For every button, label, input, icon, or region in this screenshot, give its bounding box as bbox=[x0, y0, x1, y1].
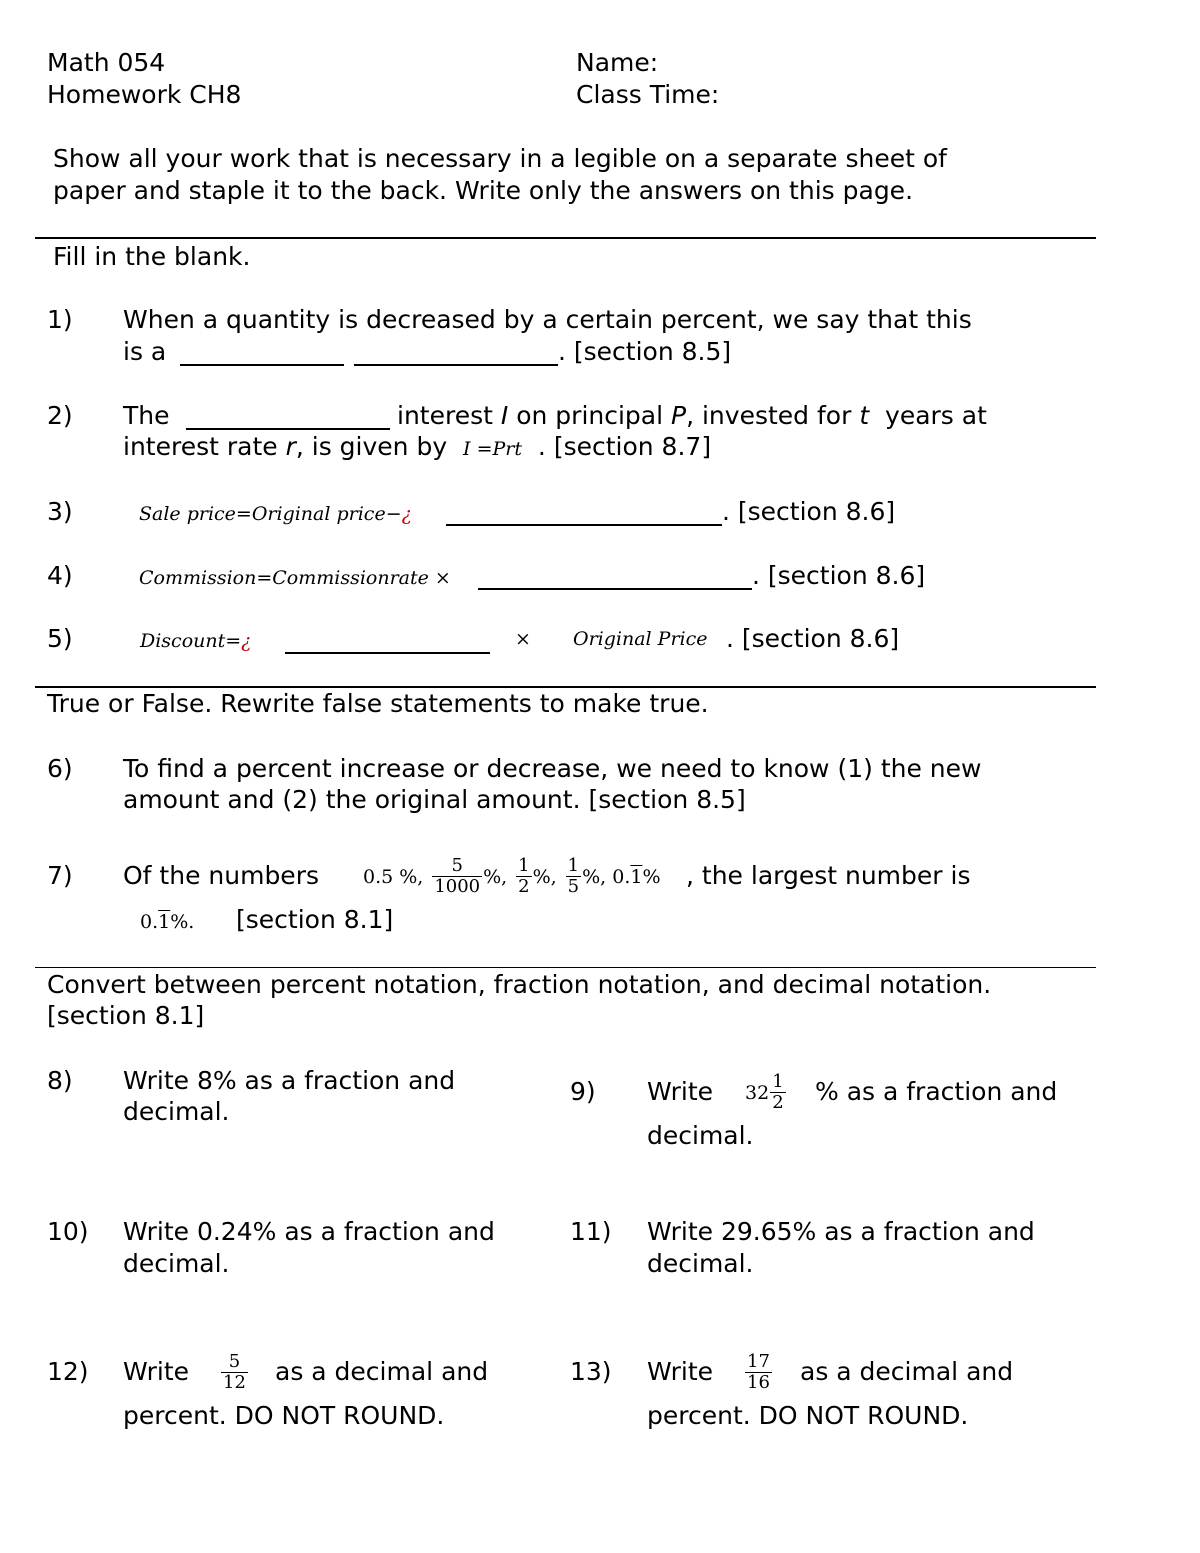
fraction bbox=[516, 856, 531, 897]
question-text: When a quantity is decreased by a certain percent, we say that this bbox=[123, 305, 972, 334]
math-token: %. bbox=[170, 911, 195, 933]
math-token: %, 0. bbox=[582, 866, 631, 888]
formula-discount: Discount= bbox=[140, 630, 242, 652]
question-text: To find a percent increase or decrease, we need to know (1) the new bbox=[123, 754, 982, 783]
question-number: 5) bbox=[47, 624, 73, 653]
answer-blank[interactable] bbox=[186, 428, 390, 430]
placeholder-glyph: ¿ bbox=[401, 503, 412, 525]
question-number: 11) bbox=[570, 1217, 612, 1246]
question-text: as a decimal and bbox=[275, 1357, 489, 1386]
question-text: as a decimal and bbox=[800, 1357, 1014, 1386]
question-text: decimal. bbox=[647, 1249, 754, 1278]
numerator: 5 bbox=[221, 1352, 248, 1373]
numerator: 1 bbox=[772, 1070, 784, 1092]
question-number: 1) bbox=[47, 305, 73, 334]
question-text: decimal. bbox=[647, 1121, 754, 1150]
question-text: Write 8% as a fraction and bbox=[123, 1066, 456, 1095]
fraction bbox=[745, 1352, 772, 1393]
denominator: 2 bbox=[518, 875, 530, 897]
denominator: 12 bbox=[223, 1371, 246, 1393]
instructions-line-2: paper and staple it to the back. Write only the answers on this page. bbox=[53, 176, 914, 205]
times-sign: × bbox=[515, 628, 531, 650]
question-text bbox=[123, 431, 711, 465]
divider bbox=[35, 237, 1096, 239]
math-token: %, bbox=[483, 866, 508, 888]
denominator: 16 bbox=[747, 1371, 770, 1393]
denominator: 1000 bbox=[434, 875, 481, 897]
answer-blank[interactable] bbox=[285, 652, 490, 654]
formula-original-price: Original Price bbox=[573, 628, 708, 650]
question-text: percent. DO NOT ROUND. bbox=[123, 1401, 445, 1430]
section-heading-fill: Fill in the blank. bbox=[53, 242, 251, 271]
question-number: 10) bbox=[47, 1217, 89, 1246]
question-number: 6) bbox=[47, 754, 73, 783]
question-text: Write 0.24% as a fraction and bbox=[123, 1217, 495, 1246]
question-word: , invested for bbox=[686, 401, 852, 430]
class-time-label: Class Time: bbox=[576, 80, 720, 109]
formula bbox=[139, 560, 451, 594]
question-text: Write 29.65% as a fraction and bbox=[647, 1217, 1035, 1246]
whole-part: 32 bbox=[745, 1082, 770, 1104]
variable-r: r bbox=[285, 432, 296, 461]
numerator: 1 bbox=[518, 854, 530, 876]
question-text: . [section 8.6] bbox=[722, 497, 896, 526]
fraction-wrap bbox=[744, 1346, 773, 1396]
question-word: on principal bbox=[516, 401, 664, 430]
question-text: decimal. bbox=[123, 1249, 230, 1278]
mixed-number bbox=[745, 1066, 787, 1118]
variable-i: I bbox=[500, 401, 509, 430]
question-word: interest bbox=[397, 401, 493, 430]
question-number: 9) bbox=[570, 1077, 596, 1106]
question-text: decimal. bbox=[123, 1097, 230, 1126]
assignment-title: Homework CH8 bbox=[47, 80, 242, 109]
question-text: amount and (2) the original amount. [section 8.5] bbox=[123, 785, 746, 814]
answer-blank[interactable] bbox=[180, 364, 344, 366]
instructions-line-1: Show all your work that is necessary in a legible on a separate sheet of bbox=[53, 144, 947, 173]
divider bbox=[35, 967, 1096, 968]
question-text bbox=[397, 400, 987, 432]
formula-interest: I =Prt bbox=[463, 438, 523, 460]
fraction bbox=[221, 1352, 248, 1393]
question-text: Write bbox=[647, 1077, 714, 1106]
section-ref: [section 8.1] bbox=[47, 1001, 205, 1030]
question-word: years at bbox=[885, 401, 987, 430]
fraction bbox=[432, 856, 482, 897]
math-token: %, bbox=[532, 866, 557, 888]
fraction-wrap bbox=[220, 1346, 249, 1396]
question-text: . [section 8.6] bbox=[752, 561, 926, 590]
question-number: 3) bbox=[47, 497, 73, 526]
question-text: is a bbox=[123, 337, 167, 366]
question-text: percent. DO NOT ROUND. bbox=[647, 1401, 969, 1430]
question-number: 2) bbox=[47, 401, 73, 430]
denominator: 5 bbox=[567, 875, 580, 897]
answer-blank[interactable] bbox=[446, 524, 722, 526]
question-word: . [section 8.7] bbox=[537, 432, 712, 461]
question-text: The bbox=[123, 401, 170, 430]
question-text: . [section 8.6] bbox=[726, 624, 900, 653]
course-title: Math 054 bbox=[47, 48, 166, 77]
answer-value bbox=[140, 904, 194, 938]
math-token: 0.5 %, bbox=[363, 866, 424, 888]
section-ref: [section 8.1] bbox=[236, 905, 394, 934]
denominator: 2 bbox=[772, 1091, 784, 1113]
repeating-digit: 1 bbox=[630, 866, 643, 888]
question-number: 12) bbox=[47, 1357, 89, 1386]
question-text: % as a fraction and bbox=[815, 1077, 1058, 1106]
question-word: interest rate bbox=[123, 432, 278, 461]
answer-blank[interactable] bbox=[354, 364, 558, 366]
question-text: , the largest number is bbox=[686, 861, 971, 890]
repeating-digit: 1 bbox=[158, 911, 171, 933]
question-text: Write bbox=[647, 1357, 714, 1386]
question-number: 13) bbox=[570, 1357, 612, 1386]
fraction bbox=[566, 856, 581, 897]
question-number: 4) bbox=[47, 561, 73, 590]
question-word: , is given by bbox=[295, 432, 448, 461]
question-number: 7) bbox=[47, 861, 73, 890]
formula bbox=[139, 496, 412, 530]
section-heading-convert: Convert between percent notation, fraction notation, and decimal notation. bbox=[47, 970, 992, 999]
formula-commission: Commission=Commissionrate × bbox=[139, 567, 451, 589]
numerator: 5 bbox=[432, 856, 482, 877]
question-text: Write bbox=[123, 1357, 190, 1386]
number-list bbox=[363, 850, 661, 902]
math-token: 0. bbox=[140, 911, 159, 933]
math-token: % bbox=[642, 866, 661, 888]
question-text: . [section 8.5] bbox=[558, 337, 732, 366]
question-text: Of the numbers bbox=[123, 861, 319, 890]
variable-t: t bbox=[859, 401, 870, 430]
answer-blank[interactable] bbox=[478, 588, 752, 590]
fraction bbox=[770, 1072, 785, 1113]
formula bbox=[140, 623, 251, 657]
question-number: 8) bbox=[47, 1066, 73, 1095]
variable-p: P bbox=[671, 401, 687, 430]
placeholder-glyph: ¿ bbox=[241, 630, 252, 652]
section-heading-tf: True or False. Rewrite false statements to make true. bbox=[47, 689, 709, 718]
numerator: 1 bbox=[567, 854, 580, 876]
numerator: 17 bbox=[747, 1350, 770, 1372]
name-label: Name: bbox=[576, 48, 659, 77]
formula-sale-price: Sale price=Original price− bbox=[139, 503, 402, 525]
